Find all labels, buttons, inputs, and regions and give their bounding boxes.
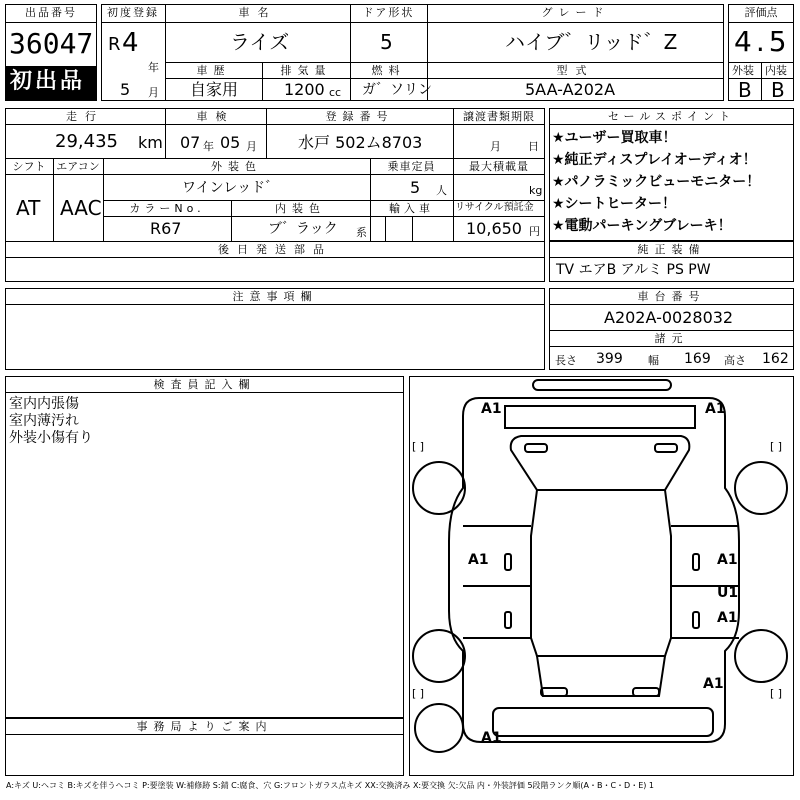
mileage-label: 走行 (66, 110, 104, 123)
insp-year-unit: 年 (203, 140, 214, 153)
damage-mark: A1 (717, 552, 738, 568)
color-no-value: R67 (150, 219, 182, 238)
score-label: 評価点 (744, 6, 778, 19)
height-value: 162 (762, 351, 789, 367)
doors-value: 5 (380, 30, 393, 54)
damage-mark: U1 (717, 585, 739, 601)
ac-value: AAC (60, 196, 102, 220)
capacity-unit: 人 (436, 184, 447, 197)
shift-value: AT (16, 196, 41, 220)
damage-mark: A1 (703, 676, 724, 692)
transfer-month-unit: 月 (490, 140, 501, 153)
inspection-label: 車検 (196, 110, 235, 123)
exterior-grade: B (738, 78, 752, 102)
year-unit: 年 (148, 61, 159, 74)
reg-no-value: 水戸 502ム8703 (298, 133, 423, 152)
height-label: 高さ (724, 354, 746, 367)
diagram-bracket: [ ] (770, 440, 783, 453)
displacement-unit: cc (329, 86, 342, 99)
shift-label: シフト (12, 160, 46, 173)
max-load-unit: kg (529, 184, 543, 197)
recycle-label: リサイクル預託金 (455, 202, 534, 213)
transfer-day-unit: 日 (528, 140, 539, 153)
sales-point-2: ★純正ディスプレイオーディオ！ (552, 152, 757, 168)
length-label: 長さ (555, 354, 577, 367)
exterior-label: 外装 (732, 64, 754, 77)
equipment-title: 純正装備 (637, 243, 706, 256)
history-value: 自家用 (190, 80, 239, 99)
recycle-unit: 円 (529, 225, 540, 238)
car-name: ライズ (230, 30, 290, 54)
model-label: 型式 (556, 64, 595, 77)
interior-label: 内装 (765, 64, 787, 77)
displacement-label: 排気量 (280, 64, 332, 77)
lot-label: 出品番号 (25, 6, 77, 19)
diagram-bracket: [ ] (412, 687, 425, 700)
int-color-suffix: 系 (356, 226, 367, 239)
car-diagram (409, 376, 794, 776)
fuel-label: 燃料 (371, 64, 406, 77)
import-label: 輸入車 (389, 202, 434, 215)
max-load-label: 最大積載量 (469, 160, 529, 173)
diagram-bracket: [ ] (770, 687, 783, 700)
ext-color-label: 外装色 (211, 160, 262, 173)
damage-mark: A1 (481, 401, 502, 417)
ac-label: エアコン (56, 160, 100, 173)
chassis-title: 車台番号 (637, 290, 706, 303)
displacement-value: 1200 (284, 80, 325, 99)
inspector-line-1: 室内内張傷 (9, 396, 79, 412)
score-value: 4.5 (734, 25, 791, 58)
first-reg-label: 初度登録 (107, 6, 159, 19)
insp-month-unit: 月 (246, 140, 257, 153)
doors-label: ドア形状 (362, 6, 415, 19)
car-name-label: 車名 (238, 6, 277, 19)
chassis-number: A202A-0028032 (604, 308, 734, 327)
legend: A:キズ U:ヘコミ B:キズを伴うヘコミ P:要塗装 W:補修跡 S:錆 C:腐食、穴 G:フロントガラス点キズ XX:交換済み X:要交換 欠:欠品 内・外装評価 5段階ランク順(A・B・C・D・E) 1 (6, 781, 655, 790)
int-color-label: 内装色 (275, 202, 326, 215)
equipment-value: TV エアB アルミ PS PW (556, 262, 711, 278)
notes-title: 注意事項欄 (232, 290, 318, 303)
damage-mark: A1 (481, 730, 502, 746)
sales-points-title: セールスポイント (607, 110, 735, 123)
first-reg-month: 5 (120, 80, 131, 99)
era: R (108, 34, 121, 55)
capacity-label: 乗車定員 (387, 160, 436, 173)
diagram-bracket: [ ] (412, 440, 425, 453)
damage-mark: A1 (717, 610, 738, 626)
first-reg-year: 4 (122, 28, 139, 58)
capacity-value: 5 (410, 178, 421, 197)
width-label: 幅 (648, 354, 659, 367)
width-value: 169 (684, 351, 711, 367)
history-label: 車歴 (196, 64, 231, 77)
insp-year: 07 (180, 133, 201, 152)
inspector-line-2: 室内薄汚れ (9, 413, 79, 429)
grade-value: ハイブ゛リッド゛Z (505, 30, 678, 54)
model-code: 5AA-A202A (525, 80, 616, 99)
color-no-label: カラーNo. (129, 202, 205, 215)
sales-point-5: ★電動パーキングブレーキ！ (552, 218, 732, 234)
fuel-value: ガ゛ソリン (362, 82, 432, 98)
ext-color-value: ワインレッド゛ (182, 180, 280, 196)
sales-point-1: ★ユーザー買取車！ (552, 130, 677, 146)
reg-no-label: 登録番号 (325, 110, 394, 123)
mileage-value: 29,435 (55, 131, 118, 152)
office-title: 事務局よりご案内 (136, 720, 273, 733)
recycle-fee: 10,650 (466, 219, 522, 238)
dims-title: 諸元 (654, 332, 689, 345)
lot-number: 36047 (9, 27, 94, 60)
damage-mark: A1 (468, 552, 489, 568)
transfer-doc-label: 譲渡書類期限 (463, 110, 535, 123)
interior-grade: B (771, 78, 785, 102)
mileage-unit: km (138, 133, 163, 152)
later-parts-label: 後日発送部品 (218, 243, 332, 256)
grade-label: グレード (541, 6, 610, 19)
int-color-value: ブ゛ラック (268, 221, 338, 237)
sales-point-3: ★パノラミックビューモニター！ (552, 174, 761, 190)
length-value: 399 (596, 351, 623, 367)
inspector-line-3: 外装小傷有り (9, 430, 93, 446)
month-unit: 月 (148, 86, 159, 99)
insp-month: 05 (220, 133, 241, 152)
sales-point-4: ★シートヒーター！ (552, 196, 676, 212)
inspector-title: 検査員記入欄 (153, 378, 256, 391)
first-listing-text: 初出品 (10, 69, 86, 94)
damage-mark: A1 (705, 401, 726, 417)
